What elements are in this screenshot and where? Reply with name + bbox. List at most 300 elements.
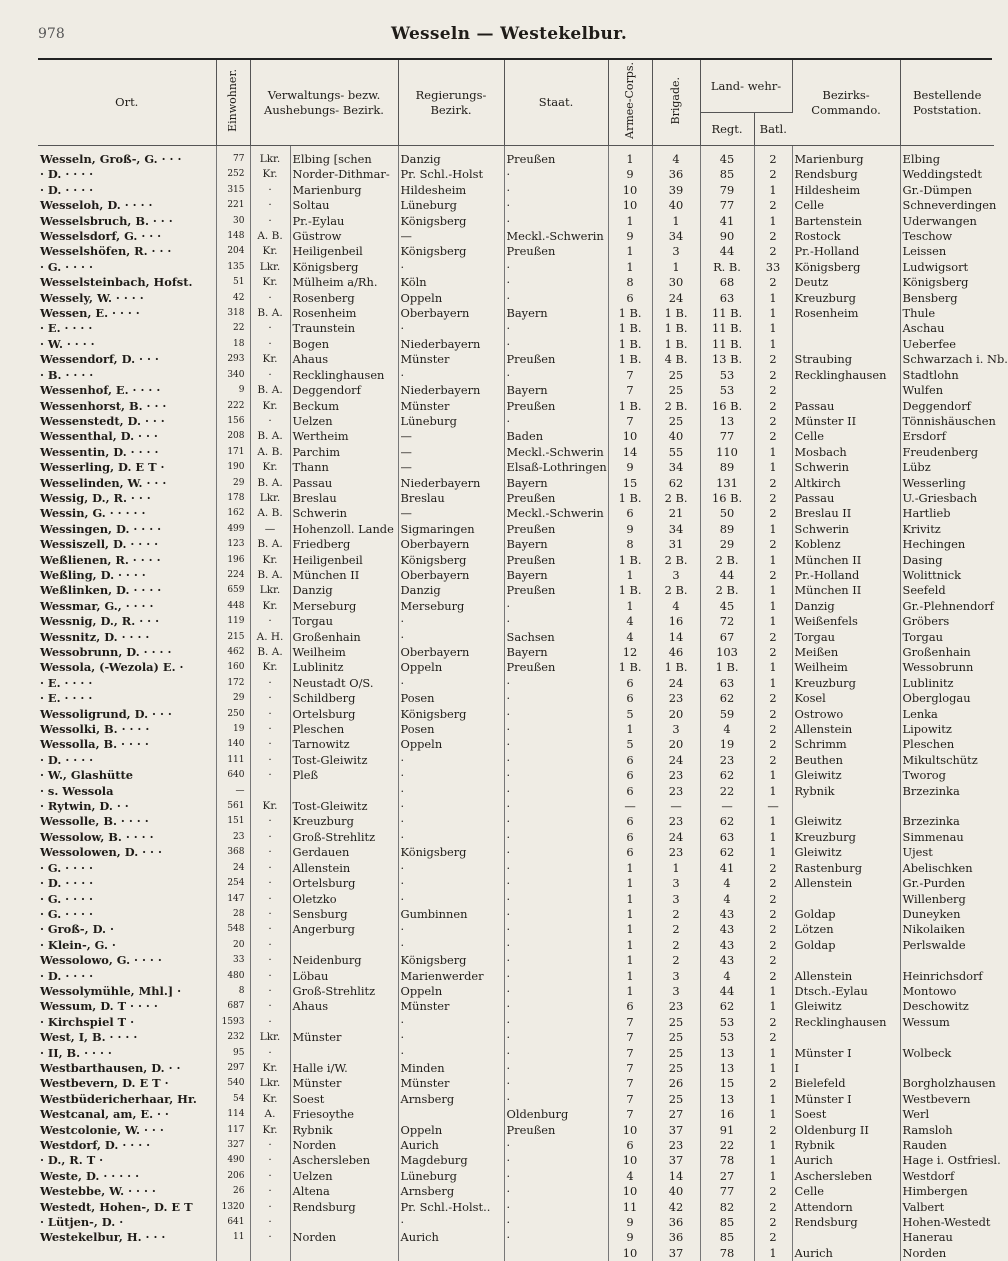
cell-landwehr-battalion: 2 xyxy=(754,244,792,259)
cell-landwehr-battalion: 2 xyxy=(754,229,792,244)
cell-brigade: 34 xyxy=(652,229,700,244)
cell-army-corps: 1 B. xyxy=(608,321,652,336)
cell-district-command: Celle xyxy=(792,1184,900,1199)
table-row xyxy=(38,399,994,414)
cell-district-abbrev: · xyxy=(250,984,290,999)
cell-government-district: Aurich xyxy=(398,1230,504,1245)
cell-landwehr-regiment: 53 xyxy=(700,368,754,383)
cell-district-name: Wertheim xyxy=(290,429,398,444)
cell-population: 250 xyxy=(216,707,250,722)
cell-army-corps: 10 xyxy=(608,1123,652,1138)
cell-state xyxy=(504,1246,608,1261)
table-row xyxy=(38,522,994,537)
cell-post-station: Freudenberg xyxy=(900,445,994,460)
cell-brigade: 25 xyxy=(652,1030,700,1045)
table-row xyxy=(38,414,994,429)
cell-brigade: 25 xyxy=(652,414,700,429)
cell-place-name: Westcolonie, W. · · · xyxy=(38,1123,216,1138)
cell-state: · xyxy=(504,1076,608,1091)
cell-population: 171 xyxy=(216,445,250,460)
cell-district-abbrev: B. A. xyxy=(250,476,290,491)
cell-district-abbrev: · xyxy=(250,1230,290,1245)
cell-district-abbrev: · xyxy=(250,907,290,922)
cell-state: Elsaß-Lothringen xyxy=(504,460,608,475)
cell-army-corps: 1 xyxy=(608,984,652,999)
cell-population: 77 xyxy=(216,146,250,168)
cell-population: 215 xyxy=(216,630,250,645)
cell-landwehr-regiment: 41 xyxy=(700,214,754,229)
cell-state: Bayern xyxy=(504,306,608,321)
cell-place-name: Weßlinken, D. · · · · xyxy=(38,583,216,598)
cell-landwehr-regiment: 43 xyxy=(700,922,754,937)
cell-district-name: München II xyxy=(290,568,398,583)
cell-district-abbrev: · xyxy=(250,922,290,937)
cell-landwehr-battalion: 2 xyxy=(754,1200,792,1215)
cell-post-station: Ludwigsort xyxy=(900,260,994,275)
cell-brigade: 39 xyxy=(652,183,700,198)
cell-post-station: Gr.-Dümpen xyxy=(900,183,994,198)
cell-army-corps: 10 xyxy=(608,198,652,213)
cell-district-command: Schwerin xyxy=(792,460,900,475)
cell-district-abbrev: Lkr. xyxy=(250,491,290,506)
cell-district-name xyxy=(290,1046,398,1061)
cell-army-corps: 7 xyxy=(608,1030,652,1045)
cell-landwehr-regiment: 15 xyxy=(700,1076,754,1091)
cell-district-command: Dtsch.-Eylau xyxy=(792,984,900,999)
table-row xyxy=(38,553,994,568)
header-verwaltung: Verwaltungs- bezw. Aushebungs- Bezirk. xyxy=(250,60,398,146)
cell-post-station: Hanerau xyxy=(900,1230,994,1245)
cell-post-station: Wolbeck xyxy=(900,1046,994,1061)
cell-post-station: Aschau xyxy=(900,321,994,336)
cell-brigade: 3 xyxy=(652,969,700,984)
cell-district-name: Marienburg xyxy=(290,183,398,198)
cell-place-name: Wessely, W. · · · · xyxy=(38,291,216,306)
cell-army-corps: 1 xyxy=(608,244,652,259)
cell-place-name: Wesselshöfen, R. · · · xyxy=(38,244,216,259)
cell-district-command: Recklinghausen xyxy=(792,1015,900,1030)
cell-government-district xyxy=(398,1246,504,1261)
cell-state: · xyxy=(504,214,608,229)
cell-government-district: Danzig xyxy=(398,583,504,598)
cell-landwehr-regiment: 67 xyxy=(700,630,754,645)
cell-population: 111 xyxy=(216,753,250,768)
cell-brigade: 34 xyxy=(652,522,700,537)
cell-army-corps: 7 xyxy=(608,368,652,383)
cell-post-station: Ersdorf xyxy=(900,429,994,444)
cell-government-district: Münster xyxy=(398,352,504,367)
cell-brigade: 3 xyxy=(652,722,700,737)
cell-landwehr-battalion: 2 xyxy=(754,352,792,367)
cell-post-station: Bensberg xyxy=(900,291,994,306)
cell-brigade: 3 xyxy=(652,876,700,891)
cell-district-name: Aschersleben xyxy=(290,1153,398,1168)
cell-place-name: Weßlienen, R. · · · · xyxy=(38,553,216,568)
cell-landwehr-battalion: 1 xyxy=(754,291,792,306)
cell-state: Bayern xyxy=(504,476,608,491)
cell-state: Preußen xyxy=(504,660,608,675)
cell-state: · xyxy=(504,337,608,352)
cell-army-corps: 1 xyxy=(608,214,652,229)
cell-brigade: 25 xyxy=(652,383,700,398)
cell-district-command: Rendsburg xyxy=(792,167,900,182)
table-row xyxy=(38,260,994,275)
cell-post-station: Heinrichsdorf xyxy=(900,969,994,984)
cell-post-station: Großenhain xyxy=(900,645,994,660)
cell-brigade: 4 B. xyxy=(652,352,700,367)
cell-district-abbrev: · xyxy=(250,368,290,383)
cell-government-district: Magdeburg xyxy=(398,1153,504,1168)
cell-state: · xyxy=(504,275,608,290)
cell-brigade: 4 xyxy=(652,146,700,168)
cell-brigade: 25 xyxy=(652,1046,700,1061)
cell-district-name: Schildberg xyxy=(290,691,398,706)
cell-army-corps: 10 xyxy=(608,1246,652,1261)
cell-landwehr-regiment: 22 xyxy=(700,1138,754,1153)
cell-state: Preußen xyxy=(504,522,608,537)
cell-brigade: 24 xyxy=(652,830,700,845)
cell-brigade: 34 xyxy=(652,460,700,475)
table-row xyxy=(38,1200,994,1215)
cell-government-district: · xyxy=(398,768,504,783)
cell-place-name: Westebbe, W. · · · · xyxy=(38,1184,216,1199)
cell-landwehr-battalion: 2 xyxy=(754,368,792,383)
cell-district-command: Aurich xyxy=(792,1246,900,1261)
cell-landwehr-battalion: 1 xyxy=(754,321,792,336)
cell-post-station: Simmenau xyxy=(900,830,994,845)
cell-post-station: Deschowitz xyxy=(900,999,994,1014)
cell-district-command: Kosel xyxy=(792,691,900,706)
cell-government-district: — xyxy=(398,445,504,460)
cell-district-name: Soltau xyxy=(290,198,398,213)
cell-brigade: 24 xyxy=(652,291,700,306)
cell-district-name: Rosenberg xyxy=(290,291,398,306)
cell-state: · xyxy=(504,1169,608,1184)
cell-place-name: · D. · · · · xyxy=(38,876,216,891)
cell-army-corps: 1 xyxy=(608,146,652,168)
cell-landwehr-battalion: 1 xyxy=(754,1153,792,1168)
cell-landwehr-regiment: 45 xyxy=(700,146,754,168)
cell-district-name: Merseburg xyxy=(290,599,398,614)
table-row xyxy=(38,491,994,506)
cell-landwehr-regiment: 103 xyxy=(700,645,754,660)
cell-place-name: · Rytwin, D. · · xyxy=(38,799,216,814)
cell-district-abbrev: Kr. xyxy=(250,167,290,182)
cell-government-district: Münster xyxy=(398,1076,504,1091)
cell-state: · xyxy=(504,1138,608,1153)
cell-army-corps: 7 xyxy=(608,383,652,398)
cell-district-abbrev: · xyxy=(250,814,290,829)
cell-army-corps: 7 xyxy=(608,1046,652,1061)
cell-landwehr-battalion: 1 xyxy=(754,1169,792,1184)
cell-army-corps: 1 xyxy=(608,861,652,876)
cell-district-name: Pleß xyxy=(290,768,398,783)
cell-army-corps: 1 B. xyxy=(608,553,652,568)
cell-brigade: 21 xyxy=(652,506,700,521)
cell-landwehr-battalion: 2 xyxy=(754,876,792,891)
cell-district-name: Rosenheim xyxy=(290,306,398,321)
cell-army-corps: 4 xyxy=(608,630,652,645)
cell-population: 54 xyxy=(216,1092,250,1107)
cell-population: 448 xyxy=(216,599,250,614)
cell-district-name: Rendsburg xyxy=(290,1200,398,1215)
header-einwohner: Einwohner. xyxy=(216,60,250,146)
cell-landwehr-battalion: 2 xyxy=(754,645,792,660)
cell-population: 151 xyxy=(216,814,250,829)
cell-district-abbrev: · xyxy=(250,337,290,352)
cell-place-name: Wesseloh, D. · · · · xyxy=(38,198,216,213)
table-row xyxy=(38,1246,994,1261)
table-row xyxy=(38,1138,994,1153)
cell-place-name: · G. · · · · xyxy=(38,861,216,876)
cell-state: · xyxy=(504,414,608,429)
cell-state: Preußen xyxy=(504,244,608,259)
cell-government-district: Niederbayern xyxy=(398,476,504,491)
cell-state: · xyxy=(504,691,608,706)
cell-government-district: Breslau xyxy=(398,491,504,506)
cell-government-district: · xyxy=(398,630,504,645)
cell-army-corps: 9 xyxy=(608,1230,652,1245)
cell-district-command: Kreuzburg xyxy=(792,676,900,691)
cell-army-corps: 4 xyxy=(608,1169,652,1184)
cell-government-district: Oberbayern xyxy=(398,568,504,583)
cell-state: · xyxy=(504,1200,608,1215)
cell-post-station: Rauden xyxy=(900,1138,994,1153)
cell-brigade: 40 xyxy=(652,429,700,444)
cell-government-district: — xyxy=(398,460,504,475)
cell-district-command: Hildesheim xyxy=(792,183,900,198)
cell-population: 147 xyxy=(216,892,250,907)
cell-landwehr-battalion: 2 xyxy=(754,1030,792,1045)
cell-government-district: · xyxy=(398,1046,504,1061)
cell-post-station: Westdorf xyxy=(900,1169,994,1184)
cell-landwehr-battalion: 1 xyxy=(754,1107,792,1122)
cell-brigade: 55 xyxy=(652,445,700,460)
cell-landwehr-regiment: 62 xyxy=(700,691,754,706)
cell-district-command: Torgau xyxy=(792,630,900,645)
cell-state: Bayern xyxy=(504,383,608,398)
cell-district-name: Heiligenbeil xyxy=(290,244,398,259)
cell-district-command: Marienburg xyxy=(792,146,900,168)
cell-landwehr-regiment: 59 xyxy=(700,707,754,722)
page-title: Wesseln — Westekelbur. xyxy=(38,24,980,44)
cell-army-corps: 1 xyxy=(608,938,652,953)
cell-army-corps: 7 xyxy=(608,1107,652,1122)
table-row xyxy=(38,214,994,229)
cell-population: 318 xyxy=(216,306,250,321)
cell-population: 24 xyxy=(216,861,250,876)
cell-landwehr-regiment: 16 B. xyxy=(700,399,754,414)
cell-landwehr-regiment: 22 xyxy=(700,784,754,799)
cell-district-name: Ortelsburg xyxy=(290,876,398,891)
cell-landwehr-regiment: 11 B. xyxy=(700,337,754,352)
cell-district-name: Tost-Gleiwitz xyxy=(290,753,398,768)
cell-district-abbrev: · xyxy=(250,768,290,783)
cell-army-corps: 6 xyxy=(608,845,652,860)
cell-district-abbrev: Lkr. xyxy=(250,1030,290,1045)
cell-population: 1593 xyxy=(216,1015,250,1030)
cell-place-name: Westbüdericherhaar, Hr. xyxy=(38,1092,216,1107)
cell-government-district: Oppeln xyxy=(398,1123,504,1138)
table-row xyxy=(38,876,994,891)
table-row xyxy=(38,244,994,259)
cell-government-district: Oppeln xyxy=(398,291,504,306)
cell-population: 297 xyxy=(216,1061,250,1076)
cell-district-abbrev xyxy=(250,1246,290,1261)
cell-army-corps: 6 xyxy=(608,753,652,768)
cell-brigade: 3 xyxy=(652,984,700,999)
cell-district-name: Lublinitz xyxy=(290,660,398,675)
cell-landwehr-regiment: 2 B. xyxy=(700,553,754,568)
cell-place-name: · D. · · · · xyxy=(38,183,216,198)
cell-place-name: Wessobrunn, D. · · · · xyxy=(38,645,216,660)
cell-district-command: Goldap xyxy=(792,938,900,953)
cell-district-name: Torgau xyxy=(290,614,398,629)
cell-landwehr-battalion: 2 xyxy=(754,1215,792,1230)
header-regt: Regt. xyxy=(700,113,754,146)
cell-brigade: 31 xyxy=(652,537,700,552)
cell-district-abbrev: · xyxy=(250,214,290,229)
cell-landwehr-battalion: 2 xyxy=(754,722,792,737)
cell-post-station: Uderwangen xyxy=(900,214,994,229)
cell-landwehr-regiment: 44 xyxy=(700,984,754,999)
cell-district-command: Ostrowo xyxy=(792,707,900,722)
cell-landwehr-battalion: 2 xyxy=(754,630,792,645)
cell-population: 641 xyxy=(216,1215,250,1230)
cell-district-abbrev: · xyxy=(250,321,290,336)
cell-government-district: · xyxy=(398,1030,504,1045)
cell-brigade: 2 B. xyxy=(652,583,700,598)
cell-place-name: Wessenthal, D. · · · xyxy=(38,429,216,444)
cell-landwehr-regiment: 13 xyxy=(700,1061,754,1076)
cell-brigade: 1 xyxy=(652,861,700,876)
cell-place-name: Wessendorf, D. · · · xyxy=(38,352,216,367)
cell-army-corps: 6 xyxy=(608,691,652,706)
cell-place-name: · D., R. T · xyxy=(38,1153,216,1168)
cell-district-name: Bogen xyxy=(290,337,398,352)
cell-brigade: 23 xyxy=(652,784,700,799)
cell-government-district: Münster xyxy=(398,999,504,1014)
cell-state: · xyxy=(504,784,608,799)
cell-district-name: Großenhain xyxy=(290,630,398,645)
cell-army-corps: 10 xyxy=(608,1184,652,1199)
cell-post-station: Brzezinka xyxy=(900,814,994,829)
cell-brigade: 37 xyxy=(652,1123,700,1138)
table-row xyxy=(38,830,994,845)
cell-population: 114 xyxy=(216,1107,250,1122)
cell-army-corps: 4 xyxy=(608,614,652,629)
cell-district-command: Münster I xyxy=(792,1046,900,1061)
cell-district-name: Mülheim a/Rh. xyxy=(290,275,398,290)
cell-district-name: Parchim xyxy=(290,445,398,460)
cell-place-name: · D. · · · · xyxy=(38,167,216,182)
cell-government-district: Gumbinnen xyxy=(398,907,504,922)
cell-district-command: Allenstein xyxy=(792,969,900,984)
cell-district-abbrev: · xyxy=(250,691,290,706)
cell-state: Preußen xyxy=(504,1123,608,1138)
cell-district-command: Altkirch xyxy=(792,476,900,491)
cell-post-station: Elbing xyxy=(900,146,994,168)
cell-district-command: Allenstein xyxy=(792,722,900,737)
cell-district-command: Goldap xyxy=(792,907,900,922)
cell-government-district: Lüneburg xyxy=(398,198,504,213)
cell-landwehr-regiment: 11 B. xyxy=(700,321,754,336)
cell-district-name: Neidenburg xyxy=(290,953,398,968)
cell-landwehr-battalion: 2 xyxy=(754,737,792,752)
cell-post-station: Teschow xyxy=(900,229,994,244)
cell-landwehr-regiment: 85 xyxy=(700,1215,754,1230)
cell-brigade: 3 xyxy=(652,892,700,907)
table-row xyxy=(38,630,994,645)
cell-post-station: Abelischken xyxy=(900,861,994,876)
cell-population: 123 xyxy=(216,537,250,552)
cell-state: Preußen xyxy=(504,583,608,598)
cell-post-station: U.-Griesbach xyxy=(900,491,994,506)
cell-district-abbrev: · xyxy=(250,183,290,198)
cell-district-command: Deutz xyxy=(792,275,900,290)
cell-district-command xyxy=(792,799,900,814)
cell-landwehr-battalion: 1 xyxy=(754,553,792,568)
cell-brigade: 2 xyxy=(652,953,700,968)
table-row xyxy=(38,907,994,922)
cell-district-abbrev: Kr. xyxy=(250,275,290,290)
cell-post-station: Himbergen xyxy=(900,1184,994,1199)
cell-government-district: Oppeln xyxy=(398,660,504,675)
cell-army-corps: 9 xyxy=(608,167,652,182)
cell-landwehr-regiment: 43 xyxy=(700,938,754,953)
cell-population: 204 xyxy=(216,244,250,259)
cell-landwehr-battalion: 2 xyxy=(754,275,792,290)
cell-state: · xyxy=(504,876,608,891)
cell-landwehr-regiment: 27 xyxy=(700,1169,754,1184)
cell-brigade: 36 xyxy=(652,1215,700,1230)
cell-district-name: Güstrow xyxy=(290,229,398,244)
cell-government-district: · xyxy=(398,938,504,953)
cell-district-command: München II xyxy=(792,583,900,598)
cell-brigade: 46 xyxy=(652,645,700,660)
cell-army-corps: 12 xyxy=(608,645,652,660)
cell-district-abbrev: — xyxy=(250,522,290,537)
cell-place-name: · G. · · · · xyxy=(38,260,216,275)
cell-district-command: Rastenburg xyxy=(792,861,900,876)
cell-state: · xyxy=(504,614,608,629)
cell-place-name: Wessola, (-Wezola) E. · xyxy=(38,660,216,675)
cell-district-command: Rostock xyxy=(792,229,900,244)
cell-army-corps: 6 xyxy=(608,999,652,1014)
cell-government-district: Arnsberg xyxy=(398,1184,504,1199)
table-row xyxy=(38,892,994,907)
cell-brigade: 23 xyxy=(652,845,700,860)
cell-district-abbrev: · xyxy=(250,722,290,737)
cell-population: 9 xyxy=(216,383,250,398)
cell-district-command: Rosenheim xyxy=(792,306,900,321)
cell-landwehr-regiment: 13 B. xyxy=(700,352,754,367)
table-row xyxy=(38,183,994,198)
cell-state: · xyxy=(504,814,608,829)
cell-district-abbrev: Kr. xyxy=(250,660,290,675)
cell-district-name: Königsberg xyxy=(290,260,398,275)
cell-district-command: Koblenz xyxy=(792,537,900,552)
cell-army-corps: 7 xyxy=(608,1015,652,1030)
cell-government-district: Oppeln xyxy=(398,984,504,999)
cell-state: · xyxy=(504,922,608,937)
cell-landwehr-regiment: 45 xyxy=(700,599,754,614)
cell-brigade: 14 xyxy=(652,1169,700,1184)
cell-landwehr-battalion: 1 xyxy=(754,984,792,999)
cell-district-name: Norden xyxy=(290,1230,398,1245)
cell-population: 462 xyxy=(216,645,250,660)
cell-district-name: Uelzen xyxy=(290,414,398,429)
